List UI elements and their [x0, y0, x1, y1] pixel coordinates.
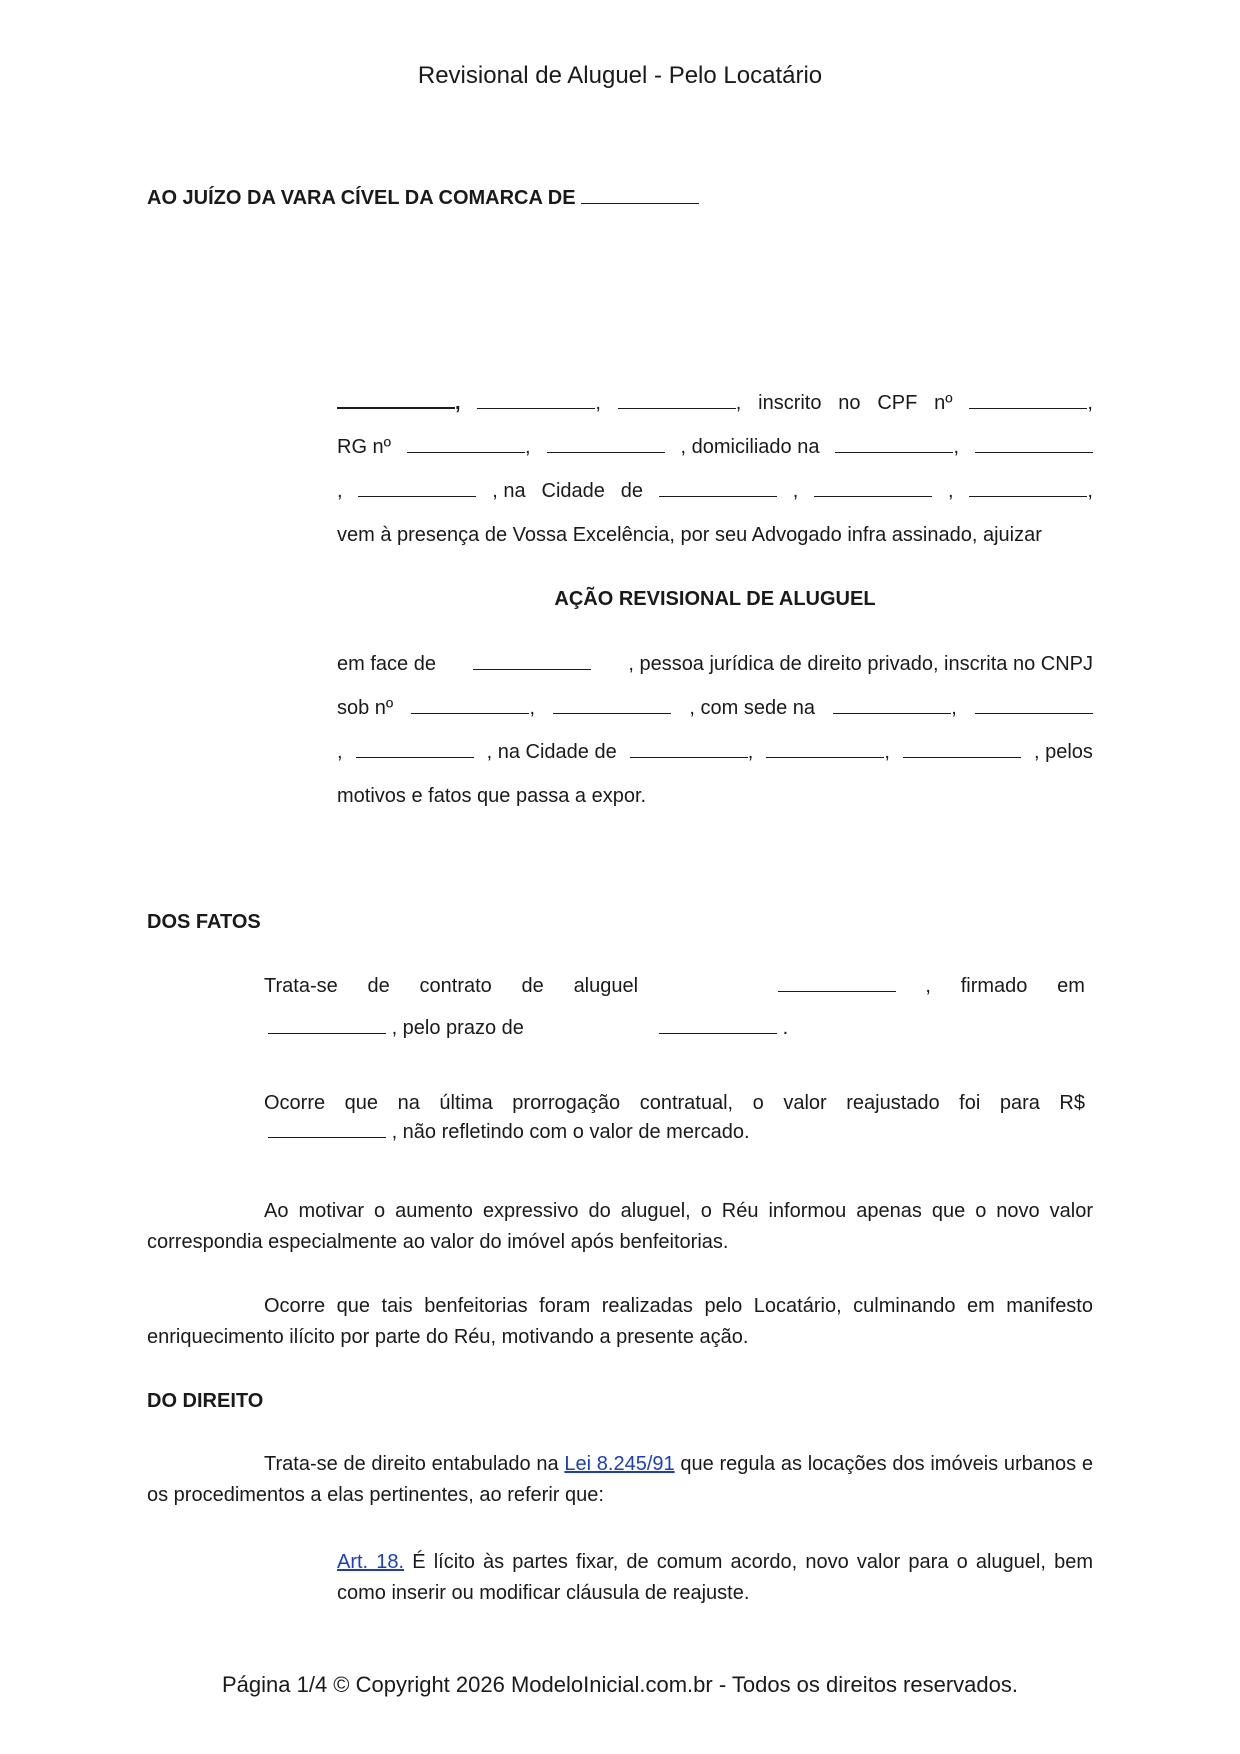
court-address-text: AO JUÍZO DA VARA CÍVEL DA COMARCA DE	[147, 187, 576, 209]
contract-date-field[interactable]	[268, 1032, 386, 1034]
rent-value-field[interactable]	[268, 1136, 386, 1138]
fatos-heading: DOS FATOS	[147, 911, 261, 933]
contract-type-field[interactable]	[778, 975, 896, 998]
document-header-title: Revisional de Aluguel - Pelo Locatário	[417, 62, 823, 89]
article-link[interactable]: Art. 18.	[337, 1551, 405, 1573]
state-field[interactable]	[814, 480, 932, 503]
comma: ,	[925, 975, 931, 997]
rg-field[interactable]: ,	[407, 436, 531, 459]
fatos-paragraph-4: Ocorre que tais benfeitorias foram realizadas pelo Locatário, culminando em manifesto enriquecimento ilícito por parte do Réu, motivando a presente ação.	[147, 1295, 1093, 1348]
comma: ,	[337, 741, 343, 763]
word-no: no	[838, 392, 861, 414]
direito-heading: DO DIREITO	[147, 1390, 264, 1412]
article-quote: Art. 18. É lícito às partes fixar, de comum acordo, novo valor para o aluguel, bem como inserir ou modificar cláusula de reajuste.	[337, 1551, 1093, 1604]
word: Trata-se	[264, 975, 338, 997]
word-n: nº	[934, 392, 953, 414]
prazo-label: , pelo prazo de	[391, 1017, 524, 1039]
defendant-line-1	[337, 653, 1093, 676]
rg-label: RG nº	[337, 436, 391, 458]
de-label: de	[620, 480, 643, 502]
district-field[interactable]	[358, 480, 476, 503]
defendant-city-field[interactable]: ,	[630, 741, 754, 764]
cnpj-extra-field[interactable]	[553, 697, 671, 720]
defendant-state-field[interactable]: ,	[766, 741, 890, 764]
direito-paragraph-1: Trata-se de direito entabulado na Lei 8.245/91 que regula as locações dos imóveis urbanos e os procedimentos a elas pertinentes, ao referir que:	[147, 1453, 1094, 1506]
p2-continuation: , não refletindo com o valor de mercado.	[391, 1121, 750, 1143]
cidade-label: Cidade	[541, 480, 605, 502]
fatos-p1-line-1	[264, 975, 1085, 998]
sede-label: , com sede na	[689, 697, 816, 719]
defendant-cidade-label: , na Cidade de	[486, 741, 617, 763]
defendant-number-field[interactable]	[975, 697, 1093, 720]
word: firmado	[960, 975, 1028, 997]
word: contrato	[419, 975, 492, 997]
defendant-name-field[interactable]	[473, 653, 591, 676]
defendant-cep-field[interactable]	[903, 741, 1021, 764]
civil-status-field[interactable]: ,	[618, 392, 742, 415]
defendant-line-2	[337, 697, 1093, 720]
name-field[interactable]: ,	[337, 392, 461, 415]
motivos-line: motivos e fatos que passa a expor.	[337, 785, 647, 807]
qualification-line-1	[337, 392, 1093, 415]
word: aluguel	[573, 975, 639, 997]
fatos-paragraph-3: Ao motivar o aumento expressivo do aluguel, o Réu informou apenas que o novo valor correspondia especialmente ao valor do imóvel após benfeitorias.	[147, 1200, 1093, 1253]
word-cpf: CPF	[877, 392, 918, 414]
pelos-text: , pelos	[1033, 741, 1093, 763]
page-footer: Página 1/4 © Copyright 2026 ModeloInicial.com.br - Todos os direitos reservados.	[222, 1672, 1018, 1697]
qualification-line-3	[337, 480, 1093, 503]
qualification-line-2	[337, 436, 1093, 459]
em-face-label: em face de	[337, 653, 436, 675]
period: .	[782, 1017, 789, 1039]
cpf-field[interactable]: ,	[969, 392, 1093, 415]
court-address-line	[147, 187, 699, 210]
comarca-blank[interactable]	[581, 202, 699, 204]
fatos-p2-line-1: Ocorre que na última prorrogação contratual, o valor reajustado foi para R$	[264, 1092, 1085, 1114]
comma: ,	[337, 480, 343, 502]
fatos-p1-line-2	[268, 1017, 788, 1040]
street-field[interactable]: ,	[835, 436, 959, 459]
word: em	[1057, 975, 1085, 997]
rg-issuer-field[interactable]	[547, 436, 665, 459]
action-title: AÇÃO REVISIONAL DE ALUGUEL	[554, 588, 876, 610]
na-label: , na	[492, 480, 526, 502]
cnpj-field[interactable]: ,	[411, 697, 535, 720]
contract-term-field[interactable]	[659, 1032, 777, 1034]
defendant-line-3	[337, 741, 1093, 764]
defendant-street-field[interactable]: ,	[833, 697, 957, 720]
comma: ,	[792, 480, 799, 502]
cep-field[interactable]: ,	[969, 480, 1093, 503]
vem-line: vem à presença de Vossa Excelência, por seu Advogado infra assinado, ajuizar	[337, 524, 1042, 546]
word: de	[367, 975, 390, 997]
pessoa-juridica-text: , pessoa jurídica de direito privado, inscrita no CNPJ	[628, 653, 1093, 675]
nationality-field[interactable]: ,	[477, 392, 601, 415]
defendant-district-field[interactable]	[356, 741, 474, 764]
word: de	[521, 975, 544, 997]
domiciliado-label: , domiciliado na	[680, 436, 820, 458]
number-field[interactable]	[975, 436, 1093, 459]
sob-label: sob nº	[337, 697, 394, 719]
law-link[interactable]: Lei 8.245/91	[564, 1453, 675, 1475]
fatos-p2-line-2	[268, 1121, 750, 1144]
comma: ,	[948, 480, 954, 502]
city-field[interactable]	[659, 480, 777, 503]
word-inscrito: inscrito	[758, 392, 822, 414]
